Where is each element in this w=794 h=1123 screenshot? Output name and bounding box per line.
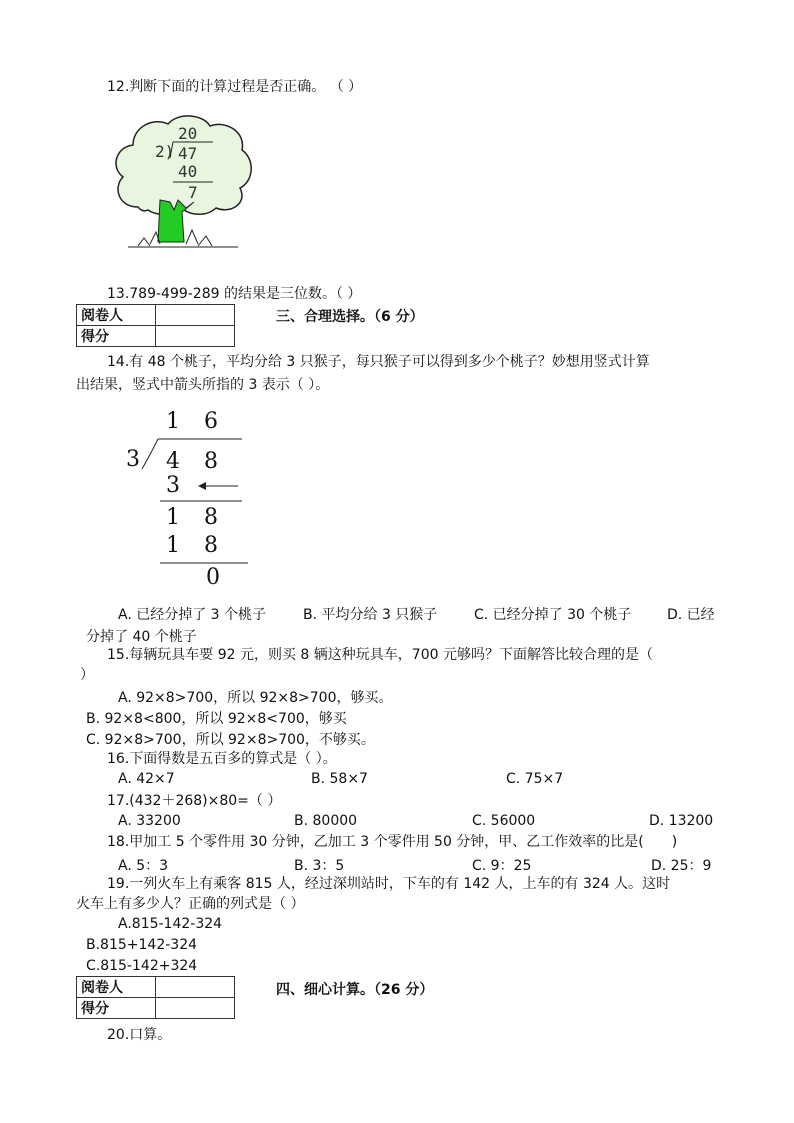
q14-dividend-tens: 4 xyxy=(166,449,180,474)
q14-step2-tens: 1 xyxy=(166,505,180,530)
q16-option-a[interactable]: A. 42×7 xyxy=(118,771,175,787)
q15-option-c[interactable]: C. 92×8>700，所以 92×8>700，不够买。 xyxy=(86,732,375,748)
q18-option-c[interactable]: C. 9：25 xyxy=(472,858,532,874)
section4-title: 四、细心计算。（26 分） xyxy=(276,982,434,998)
q18-option-d[interactable]: D. 25：9 xyxy=(651,858,712,874)
section3-title: 三、合理选择。（6 分） xyxy=(276,309,424,325)
q17-option-b[interactable]: B. 80000 xyxy=(294,813,358,829)
q12-remainder: 7 xyxy=(188,183,198,202)
score-table-1-score-label: 得分 xyxy=(77,326,156,347)
score-table-2-reviewer-label: 阅卷人 xyxy=(77,977,156,998)
q14-option-d[interactable]: D. 已经 xyxy=(667,607,715,623)
q13-text: 13.789-499-289 的结果是三位数。（ ） xyxy=(107,286,362,302)
q12-dividend: 47 xyxy=(178,144,198,163)
score-table-1-reviewer-label: 阅卷人 xyxy=(77,305,156,326)
q14-option-b[interactable]: B. 平均分给 3 只猴子 xyxy=(303,607,438,623)
q19-option-b[interactable]: B.815+142-324 xyxy=(86,937,198,953)
q14-step2-ones: 8 xyxy=(204,505,218,530)
q14-line2: 出结果，竖式中箭头所指的 3 表示（ ）。 xyxy=(76,377,330,393)
q12-text: 12.判断下面的计算过程是否正确。 （ ） xyxy=(107,79,363,95)
q14-option-a[interactable]: A. 已经分掉了 3 个桃子 xyxy=(118,607,267,623)
q14-step3-tens: 1 xyxy=(166,533,180,558)
q15-option-b[interactable]: B. 92×8<800，所以 92×8<700，够买 xyxy=(86,711,347,727)
q12-quotient: 20 xyxy=(178,124,198,143)
score-table-2-score-cell[interactable] xyxy=(156,998,235,1019)
q19-option-c[interactable]: C.815-142+324 xyxy=(86,958,198,974)
score-table-2-score-label: 得分 xyxy=(77,998,156,1019)
q12-divisor: 2) xyxy=(155,142,175,161)
q16-option-b[interactable]: B. 58×7 xyxy=(311,771,368,787)
tree-illustration xyxy=(108,112,258,252)
score-table-1 xyxy=(76,304,235,347)
q14-option-c[interactable]: C. 已经分掉了 30 个桃子 xyxy=(474,607,632,623)
q14-option-d-cont: 分掉了 40 个桃子 xyxy=(86,629,197,645)
q15-option-a[interactable]: A. 92×8>700，所以 92×8>700，够买。 xyxy=(118,690,393,706)
q18-option-a[interactable]: A. 5：3 xyxy=(118,858,169,874)
score-table-1-score-cell[interactable] xyxy=(156,326,235,347)
q20-text: 20.口算。 xyxy=(107,1027,172,1043)
score-table-2-reviewer-cell[interactable] xyxy=(156,977,235,998)
q16-option-c[interactable]: C. 75×7 xyxy=(506,771,564,787)
q14-long-division xyxy=(120,405,260,595)
q15-line1: 15.每辆玩具车要 92 元，则买 8 辆这种玩具车，700 元够吗？下面解答比较合理的是（ xyxy=(107,647,653,663)
q14-quotient-ones: 6 xyxy=(204,409,218,434)
q14-divisor: 3 xyxy=(126,447,140,472)
q17-option-d[interactable]: D. 13200 xyxy=(649,813,714,829)
q14-step1: 3 xyxy=(166,473,180,498)
score-table-1-reviewer-cell[interactable] xyxy=(156,305,235,326)
q18-option-b[interactable]: B. 3：5 xyxy=(294,858,345,874)
q19-line2: 火车上有多少人？正确的列式是（ ） xyxy=(76,896,305,912)
q19-line1: 19.一列火车上有乘客 815 人，经过深圳站时，下车的有 142 人，上车的有 324 人。这时 xyxy=(107,876,671,892)
q12-product: 40 xyxy=(178,162,198,181)
q17-option-c[interactable]: C. 56000 xyxy=(472,813,536,829)
q14-step3-ones: 8 xyxy=(204,533,218,558)
q14-quotient-tens: 1 xyxy=(166,409,180,434)
q14-line1: 14.有 48 个桃子，平均分给 3 只猴子，每只猴子可以得到多少个桃子？妙想用竖式计算 xyxy=(107,354,650,370)
score-table-2 xyxy=(76,976,235,1019)
q18-text: 18.甲加工 5 个零件用 30 分钟，乙加工 3 个零件用 50 分钟，甲、乙工作效率的比是( ) xyxy=(107,834,678,850)
q14-dividend-ones: 8 xyxy=(204,449,218,474)
q16-text: 16.下面得数是五百多的算式是（ ）。 xyxy=(107,751,337,767)
q17-option-a[interactable]: A. 33200 xyxy=(118,813,181,829)
q17-text: 17.(432＋268)×80=（ ） xyxy=(107,793,282,809)
q19-option-a[interactable]: A.815-142-324 xyxy=(118,916,223,932)
q14-remainder: 0 xyxy=(206,565,220,590)
q15-line2: ） xyxy=(80,667,94,683)
division-lines xyxy=(120,405,260,595)
